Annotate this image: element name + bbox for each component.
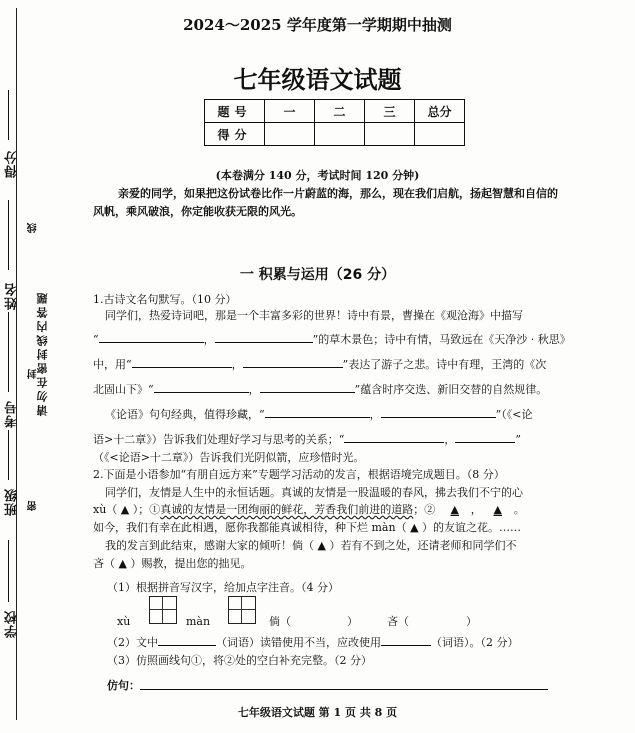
q2-pinyin-xu: xù bbox=[117, 615, 131, 628]
q2-underlined-sentence-1: 真诚的友情是一团绚丽的鲜花，芳香我们前进的道路 bbox=[160, 503, 414, 516]
q2-line-3: 如今，我们有幸在此相遇，愿你我都能真诚相待，种下烂 màn（ ▲ ）的友谊之花。…… bbox=[93, 521, 522, 534]
q1-line-3 bbox=[93, 357, 546, 372]
q1-l2-comma: ， bbox=[203, 333, 215, 346]
q2-sub2-c: （词语）。（2 分） bbox=[431, 636, 519, 649]
side-banji-label: 班级 bbox=[5, 488, 20, 516]
q2-sub-1: （1）根据拼音写汉字，给加点字注音。（4 分） bbox=[107, 581, 339, 594]
q2-blank-a[interactable]: ▲ bbox=[450, 503, 459, 516]
side-kaohao-label: 考号 bbox=[5, 400, 20, 428]
side-school-label: 学校 bbox=[5, 610, 20, 638]
q2-l2-a: xù（ ▲ ）；① bbox=[93, 503, 161, 516]
score-header-tihao: 题号 bbox=[205, 100, 265, 123]
q1-l4-rest: ”蕴含时序交迭、新旧交替的自然规律。 bbox=[354, 383, 548, 396]
q1-blank-8[interactable] bbox=[381, 407, 496, 418]
side-school-blank[interactable] bbox=[8, 540, 9, 602]
q1-blank-3[interactable] bbox=[132, 357, 232, 368]
q2-fangju-answer-line[interactable] bbox=[140, 689, 548, 690]
q2-line-4: 我的发言到此结束，感谢大家的倾听！倘（ ▲ ）若有不到之处，还请老师和同学们不 bbox=[105, 539, 517, 552]
score-table-header-row bbox=[205, 100, 465, 123]
side-mi-mark: 密 bbox=[28, 500, 39, 511]
q2-lin: 吝（ bbox=[387, 615, 409, 628]
q1-blank-2[interactable] bbox=[215, 332, 313, 343]
q2-title: 2.下面是小语参加“有朋自远方来”专题学习活动的发言，根据语境完成题目。（8 分） bbox=[93, 468, 505, 481]
q2-sub2-a: （2）文中 bbox=[107, 636, 158, 649]
page-footer: 七年级语文试题 第 1 页 共 8 页 bbox=[237, 706, 398, 719]
score-header-3: 三 bbox=[365, 100, 415, 123]
q1-l6-open: 语>十二章》）告诉我们处理好学习与思考的关系；“ bbox=[93, 433, 345, 446]
q1-line-7: （《<论语>十二章》）告诉我们光阴似箭，应珍惜时光。 bbox=[93, 451, 365, 464]
q2-tang: 倘（ bbox=[269, 615, 291, 628]
q1-line-6 bbox=[93, 432, 521, 447]
q2-line-2 bbox=[93, 502, 525, 517]
q1-l3-rest: ”表达了游子之悲。诗中有理，王湾的《次 bbox=[342, 358, 547, 371]
q2-sub2-blank-2[interactable] bbox=[381, 635, 431, 646]
q2-l2-e: ， bbox=[470, 503, 482, 516]
q1-blank-6[interactable] bbox=[260, 382, 355, 393]
q1-l4-comma: ， bbox=[248, 383, 260, 396]
score-table-row bbox=[205, 123, 465, 146]
side-score-blank[interactable] bbox=[8, 90, 9, 140]
q1-l6-close: ” bbox=[515, 433, 521, 446]
q2-tang-close: ） bbox=[347, 615, 358, 628]
q2-sub-2 bbox=[107, 635, 519, 650]
side-notice: 请勿在密封线内答题 bbox=[36, 290, 49, 416]
q1-blank-1[interactable] bbox=[99, 332, 204, 343]
q1-blank-10[interactable] bbox=[455, 432, 515, 443]
q1-l3-open: 中，用“ bbox=[93, 358, 132, 371]
score-cell-2[interactable] bbox=[315, 123, 365, 146]
q1-blank-9[interactable] bbox=[344, 432, 444, 443]
q1-blank-4[interactable] bbox=[243, 357, 343, 368]
q1-l5-comma: ， bbox=[369, 408, 381, 421]
exam-subtitle: 七年级语文试题 bbox=[233, 66, 402, 94]
side-name-label: 姓名 bbox=[5, 282, 20, 310]
q2-line-1: 同学们，友情是人生中的永恒话题。真诚的友情是一股温暖的春风，拂去我们不宁的心 bbox=[105, 486, 523, 499]
q1-blank-5[interactable] bbox=[154, 382, 249, 393]
side-score-label: 得分 bbox=[5, 150, 20, 178]
score-cell-1[interactable] bbox=[265, 123, 315, 146]
exam-title: 2024～2025 学年度第一学期期中抽测 bbox=[183, 16, 452, 34]
side-kaohao-blank[interactable] bbox=[8, 312, 9, 392]
q2-char-box-xu[interactable] bbox=[149, 596, 177, 624]
q2-l2-g: 。 bbox=[513, 503, 525, 516]
q1-l5-open: 《论语》句句经典，值得珍藏，“ bbox=[105, 408, 265, 421]
q2-fangju-label: 仿句： bbox=[107, 679, 140, 692]
exam-info: (本卷满分 140 分，考试时间 120 分钟) bbox=[215, 169, 420, 182]
q1-l3-comma: ， bbox=[231, 358, 243, 371]
q1-line-2 bbox=[93, 332, 571, 347]
q1-line-4 bbox=[93, 382, 547, 397]
q1-l6-comma: ， bbox=[444, 433, 456, 446]
q2-sub-3: （3）仿照画线句①，将②处的空白补充完整。（2 分） bbox=[107, 654, 372, 667]
side-name-blank[interactable] bbox=[8, 200, 9, 270]
intro-line-2: 风帆，乘风破浪，你定能收获无限的风光。 bbox=[93, 205, 302, 218]
q2-line-5: 吝（ ▲ ）赐教，提出您的拙见。 bbox=[93, 557, 252, 570]
intro-line-1: 亲爱的同学，如果把这份试卷比作一片蔚蓝的海，那么，现在我们启航，扬起智慧和自信的 bbox=[118, 187, 558, 200]
score-cell-total[interactable] bbox=[415, 123, 465, 146]
side-banji-blank[interactable] bbox=[8, 430, 9, 480]
q1-l2-open: “ bbox=[93, 333, 99, 346]
score-header-total: 总分 bbox=[415, 100, 465, 123]
q2-pinyin-man: màn bbox=[186, 615, 211, 628]
q2-sub2-blank-1[interactable] bbox=[158, 635, 216, 646]
q2-lin-close: ） bbox=[466, 615, 477, 628]
q1-blank-7[interactable] bbox=[265, 407, 370, 418]
side-feng-mark: 封 bbox=[28, 368, 39, 379]
score-cell-3[interactable] bbox=[365, 123, 415, 146]
side-xian-mark: 线 bbox=[28, 222, 39, 233]
q2-sub2-b: （词语）读错使用不当，应改使用 bbox=[216, 636, 381, 649]
q2-l2-c: ；② bbox=[413, 503, 439, 516]
section-1-title: 一 积累与运用（26 分） bbox=[239, 267, 396, 283]
q1-l2-rest: ”的草木景色；诗中有情，马致远在《天净沙 · 秋思》 bbox=[312, 333, 571, 346]
q1-title: 1.古诗文名句默写。（10 分） bbox=[93, 293, 237, 306]
q1-l4-open: 北固山下》“ bbox=[93, 383, 154, 396]
q2-char-box-man[interactable] bbox=[228, 596, 256, 624]
score-header-1: 一 bbox=[265, 100, 315, 123]
score-table bbox=[204, 99, 465, 146]
q2-blank-b[interactable]: ▲ bbox=[493, 503, 502, 516]
score-header-2: 二 bbox=[315, 100, 365, 123]
q1-line-5 bbox=[105, 407, 532, 422]
q1-l5-rest: ”（《<论 bbox=[495, 408, 533, 421]
score-row-label: 得分 bbox=[205, 123, 265, 146]
q1-line-1: 同学们，热爱诗词吧，那是一个丰富多彩的世界！诗中有景，曹操在《观沧海》中描写 bbox=[105, 309, 523, 322]
